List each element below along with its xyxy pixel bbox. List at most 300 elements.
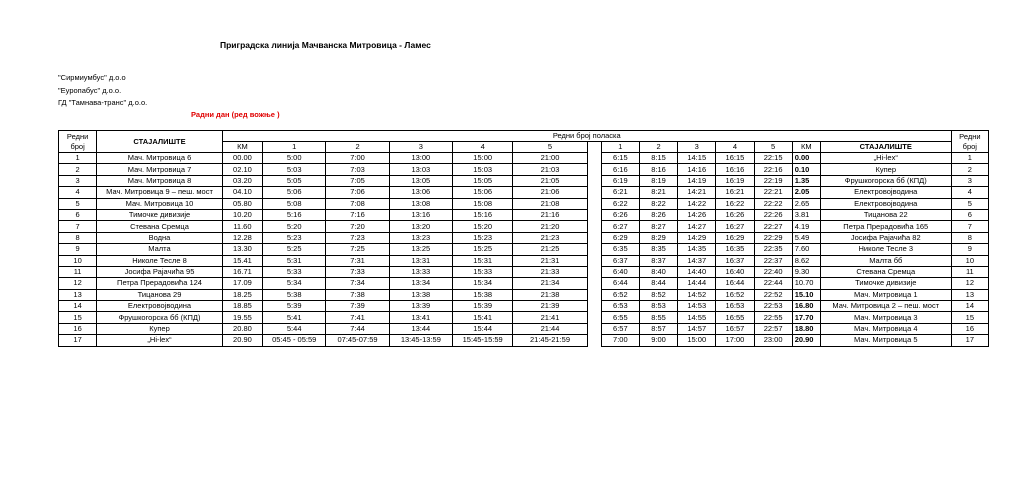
departure-time-return: 6:37 xyxy=(601,255,639,266)
table-row xyxy=(59,244,989,255)
departure-time-return: 14:37 xyxy=(678,255,716,266)
departure-time-outbound: 21:31 xyxy=(513,255,587,266)
departure-time-outbound: 15:41 xyxy=(453,312,513,323)
departure-time-outbound: 21:03 xyxy=(513,164,587,175)
departure-time-return: 22:37 xyxy=(754,255,792,266)
row-number: 3 xyxy=(59,175,97,186)
departure-time-outbound: 15:03 xyxy=(453,164,513,175)
departure-time-return: 15:00 xyxy=(678,335,716,346)
column-gap xyxy=(587,232,601,243)
departure-time-return: 22:35 xyxy=(754,244,792,255)
column-gap xyxy=(587,153,601,164)
header-dep-a: 5 xyxy=(513,142,587,153)
row-number-right: 3 xyxy=(951,175,988,186)
row-number-right: 2 xyxy=(951,164,988,175)
departure-time-outbound: 7:16 xyxy=(326,209,389,220)
departure-time-outbound: 13:44 xyxy=(389,323,452,334)
stop-name-outbound: Петра Прерадовића 124 xyxy=(97,278,223,289)
stop-name-outbound: Малта xyxy=(97,244,223,255)
row-number-right: 16 xyxy=(951,323,988,334)
column-gap xyxy=(587,164,601,175)
departure-time-return: 22:27 xyxy=(754,221,792,232)
header-dep-b: 3 xyxy=(678,142,716,153)
km-outbound: 20.80 xyxy=(222,323,262,334)
row-number: 14 xyxy=(59,301,97,312)
departure-time-outbound: 21:41 xyxy=(513,312,587,323)
column-gap xyxy=(587,301,601,312)
km-outbound: 11.60 xyxy=(222,221,262,232)
departure-time-return: 22:15 xyxy=(754,153,792,164)
stop-name-return: Мач. Митровица 1 xyxy=(820,289,951,300)
header-dep-b: 1 xyxy=(601,142,639,153)
stop-name-outbound: Јосифа Рајачића 95 xyxy=(97,266,223,277)
header-km-right: КМ xyxy=(792,142,820,153)
table-row xyxy=(59,198,989,209)
departure-time-return: 22:40 xyxy=(754,266,792,277)
stop-name-return: Малта бб xyxy=(820,255,951,266)
departure-time-outbound: 15:06 xyxy=(453,187,513,198)
departure-time-return: 22:16 xyxy=(754,164,792,175)
row-number-right: 17 xyxy=(951,335,988,346)
header-dep-b: 5 xyxy=(754,142,792,153)
departure-time-outbound: 5:31 xyxy=(263,255,326,266)
header-dep-a: 1 xyxy=(263,142,326,153)
row-number: 15 xyxy=(59,312,97,323)
departure-time-return: 8:29 xyxy=(639,232,677,243)
header-stop-right: СТАЈАЛИШТЕ xyxy=(820,142,951,153)
departure-time-outbound: 21:33 xyxy=(513,266,587,277)
header-km-left: КМ xyxy=(222,142,262,153)
row-number-right: 12 xyxy=(951,278,988,289)
departure-time-return: 14:26 xyxy=(678,209,716,220)
departure-time-outbound: 21:25 xyxy=(513,244,587,255)
schedule-type-label: Радни дан (ред вожње ) xyxy=(191,110,280,119)
km-outbound: 04.10 xyxy=(222,187,262,198)
stop-name-outbound: Мач. Митровица 8 xyxy=(97,175,223,186)
departure-time-outbound: 13:34 xyxy=(389,278,452,289)
departure-time-return: 16:35 xyxy=(716,244,754,255)
departure-time-return: 8:21 xyxy=(639,187,677,198)
departure-time-return: 6:57 xyxy=(601,323,639,334)
stop-name-outbound: „Hi-lex“ xyxy=(97,335,223,346)
table-row xyxy=(59,209,989,220)
km-return: 0.10 xyxy=(792,164,820,175)
column-gap xyxy=(587,198,601,209)
departure-time-return: 16:19 xyxy=(716,175,754,186)
departure-time-outbound: 15:08 xyxy=(453,198,513,209)
departure-time-outbound: 13:05 xyxy=(389,175,452,186)
departure-time-return: 14:15 xyxy=(678,153,716,164)
stop-name-return: Мач. Митровица 3 xyxy=(820,312,951,323)
row-number: 7 xyxy=(59,221,97,232)
departure-time-return: 14:35 xyxy=(678,244,716,255)
departure-time-return: 14:22 xyxy=(678,198,716,209)
stop-name-return: „Hi-lex“ xyxy=(820,153,951,164)
departure-time-return: 8:53 xyxy=(639,301,677,312)
km-return: 4.19 xyxy=(792,221,820,232)
departure-time-outbound: 15:44 xyxy=(453,323,513,334)
departure-time-outbound: 21:05 xyxy=(513,175,587,186)
km-return: 9.30 xyxy=(792,266,820,277)
departure-time-outbound: 13:33 xyxy=(389,266,452,277)
row-number-right: 1 xyxy=(951,153,988,164)
header-dep-b: 4 xyxy=(716,142,754,153)
departure-time-return: 6:55 xyxy=(601,312,639,323)
departure-time-return: 8:26 xyxy=(639,209,677,220)
departure-time-outbound: 21:06 xyxy=(513,187,587,198)
departure-time-outbound: 7:34 xyxy=(326,278,389,289)
departure-time-return: 16:40 xyxy=(716,266,754,277)
column-gap xyxy=(587,187,601,198)
table-row xyxy=(59,312,989,323)
table-row xyxy=(59,175,989,186)
row-number-right: 11 xyxy=(951,266,988,277)
departure-time-return: 22:22 xyxy=(754,198,792,209)
departure-time-outbound: 7:08 xyxy=(326,198,389,209)
column-gap xyxy=(587,312,601,323)
table-row xyxy=(59,187,989,198)
departure-time-outbound: 5:33 xyxy=(263,266,326,277)
km-return: 2.05 xyxy=(792,187,820,198)
stop-name-outbound: Електровојводина xyxy=(97,301,223,312)
row-number-right: 4 xyxy=(951,187,988,198)
departure-time-outbound: 15:00 xyxy=(453,153,513,164)
header-rb-left: Редни број xyxy=(59,131,97,153)
table-row xyxy=(59,153,989,164)
table-row xyxy=(59,266,989,277)
departure-time-outbound: 5:03 xyxy=(263,164,326,175)
stop-name-outbound: Тимочке дивизије xyxy=(97,209,223,220)
departure-time-outbound: 15:05 xyxy=(453,175,513,186)
departure-time-return: 8:55 xyxy=(639,312,677,323)
departure-time-return: 14:29 xyxy=(678,232,716,243)
departure-time-outbound: 7:05 xyxy=(326,175,389,186)
departure-time-outbound: 21:08 xyxy=(513,198,587,209)
header-dep-b: 2 xyxy=(639,142,677,153)
departure-time-outbound: 7:31 xyxy=(326,255,389,266)
departure-time-return: 14:55 xyxy=(678,312,716,323)
row-number: 5 xyxy=(59,198,97,209)
departure-time-outbound: 13:20 xyxy=(389,221,452,232)
departure-time-return: 14:53 xyxy=(678,301,716,312)
row-number: 8 xyxy=(59,232,97,243)
departure-time-outbound: 7:39 xyxy=(326,301,389,312)
departure-time-outbound: 5:44 xyxy=(263,323,326,334)
departure-time-outbound: 5:25 xyxy=(263,244,326,255)
departure-time-return: 6:19 xyxy=(601,175,639,186)
departure-time-outbound: 05:45 - 05:59 xyxy=(263,335,326,346)
departure-time-return: 14:16 xyxy=(678,164,716,175)
stop-name-return: Фрушкогорска бб (КПД) xyxy=(820,175,951,186)
stop-name-outbound: Стевана Сремца xyxy=(97,221,223,232)
km-outbound: 05.80 xyxy=(222,198,262,209)
departure-time-return: 6:53 xyxy=(601,301,639,312)
timetable xyxy=(58,130,989,347)
departure-time-return: 14:44 xyxy=(678,278,716,289)
departure-time-outbound: 13:38 xyxy=(389,289,452,300)
departure-time-return: 6:15 xyxy=(601,153,639,164)
departure-time-outbound: 7:25 xyxy=(326,244,389,255)
table-row xyxy=(59,323,989,334)
column-gap xyxy=(587,266,601,277)
departure-time-return: 22:57 xyxy=(754,323,792,334)
departure-time-return: 8:19 xyxy=(639,175,677,186)
departure-time-return: 6:27 xyxy=(601,221,639,232)
departure-time-outbound: 7:41 xyxy=(326,312,389,323)
departure-time-return: 8:37 xyxy=(639,255,677,266)
departure-time-return: 6:21 xyxy=(601,187,639,198)
column-gap xyxy=(587,209,601,220)
stop-name-outbound: Мач. Митровица 10 xyxy=(97,198,223,209)
departure-time-return: 6:22 xyxy=(601,198,639,209)
table-row xyxy=(59,221,989,232)
departure-time-outbound: 15:23 xyxy=(453,232,513,243)
table-row xyxy=(59,278,989,289)
km-return: 20.90 xyxy=(792,335,820,346)
row-number-right: 15 xyxy=(951,312,988,323)
km-return: 17.70 xyxy=(792,312,820,323)
header-stop-left: СТАЈАЛИШТЕ xyxy=(97,131,223,153)
departure-time-return: 14:40 xyxy=(678,266,716,277)
departure-time-outbound: 7:03 xyxy=(326,164,389,175)
stop-name-outbound: Купер xyxy=(97,323,223,334)
row-number: 13 xyxy=(59,289,97,300)
column-gap xyxy=(587,335,601,346)
table-row xyxy=(59,232,989,243)
departure-time-return: 16:53 xyxy=(716,301,754,312)
stop-name-return: Мач. Митровица 2 – пеш. мост xyxy=(820,301,951,312)
departure-time-outbound: 7:00 xyxy=(326,153,389,164)
km-return: 2.65 xyxy=(792,198,820,209)
departure-time-outbound: 5:34 xyxy=(263,278,326,289)
header-dep-a: 3 xyxy=(389,142,452,153)
departure-time-return: 8:44 xyxy=(639,278,677,289)
departure-time-return: 8:57 xyxy=(639,323,677,334)
km-outbound: 13.30 xyxy=(222,244,262,255)
column-gap xyxy=(587,255,601,266)
departure-time-outbound: 21:44 xyxy=(513,323,587,334)
departure-time-return: 16:27 xyxy=(716,221,754,232)
row-number: 6 xyxy=(59,209,97,220)
departure-time-return: 16:15 xyxy=(716,153,754,164)
departure-time-outbound: 21:38 xyxy=(513,289,587,300)
stop-name-return: Тимочке дивизије xyxy=(820,278,951,289)
km-return: 7.60 xyxy=(792,244,820,255)
departure-time-return: 14:19 xyxy=(678,175,716,186)
header-row xyxy=(59,131,989,142)
departure-time-return: 14:21 xyxy=(678,187,716,198)
departure-time-return: 8:40 xyxy=(639,266,677,277)
table-row xyxy=(59,164,989,175)
departure-time-return: 9:00 xyxy=(639,335,677,346)
row-number-right: 6 xyxy=(951,209,988,220)
departure-time-outbound: 7:33 xyxy=(326,266,389,277)
row-number-right: 10 xyxy=(951,255,988,266)
departure-time-outbound: 21:45-21:59 xyxy=(513,335,587,346)
departure-time-outbound: 21:16 xyxy=(513,209,587,220)
departure-time-outbound: 5:16 xyxy=(263,209,326,220)
km-outbound: 16.71 xyxy=(222,266,262,277)
header-departure-number: Редни број поласка xyxy=(222,131,951,142)
km-outbound: 20.90 xyxy=(222,335,262,346)
departure-time-return: 6:16 xyxy=(601,164,639,175)
stop-name-outbound: Николе Тесле 8 xyxy=(97,255,223,266)
departure-time-return: 22:55 xyxy=(754,312,792,323)
departure-time-return: 8:27 xyxy=(639,221,677,232)
row-number: 11 xyxy=(59,266,97,277)
column-gap xyxy=(587,244,601,255)
departure-time-return: 14:57 xyxy=(678,323,716,334)
table-row xyxy=(59,301,989,312)
departure-time-outbound: 15:45-15:59 xyxy=(453,335,513,346)
row-number: 9 xyxy=(59,244,97,255)
km-return: 8.62 xyxy=(792,255,820,266)
departure-time-return: 22:53 xyxy=(754,301,792,312)
table-row xyxy=(59,255,989,266)
departure-time-return: 6:44 xyxy=(601,278,639,289)
timetable-body xyxy=(59,153,989,347)
departure-time-return: 22:29 xyxy=(754,232,792,243)
departure-time-outbound: 5:06 xyxy=(263,187,326,198)
table-row xyxy=(59,289,989,300)
km-outbound: 15.41 xyxy=(222,255,262,266)
departure-time-return: 14:27 xyxy=(678,221,716,232)
km-outbound: 12.28 xyxy=(222,232,262,243)
departure-time-outbound: 13:41 xyxy=(389,312,452,323)
departure-time-outbound: 13:08 xyxy=(389,198,452,209)
departure-time-outbound: 13:03 xyxy=(389,164,452,175)
stop-name-return: Стевана Сремца xyxy=(820,266,951,277)
row-number-right: 7 xyxy=(951,221,988,232)
departure-time-outbound: 15:34 xyxy=(453,278,513,289)
departure-time-outbound: 21:00 xyxy=(513,153,587,164)
row-number: 2 xyxy=(59,164,97,175)
departure-time-return: 22:21 xyxy=(754,187,792,198)
row-number: 4 xyxy=(59,187,97,198)
departure-time-return: 16:21 xyxy=(716,187,754,198)
km-return: 18.80 xyxy=(792,323,820,334)
departure-time-outbound: 13:25 xyxy=(389,244,452,255)
departure-time-return: 16:55 xyxy=(716,312,754,323)
departure-time-return: 23:00 xyxy=(754,335,792,346)
km-outbound: 19.55 xyxy=(222,312,262,323)
column-gap xyxy=(587,289,601,300)
header-rb-right: Редни број xyxy=(951,131,988,153)
departure-time-outbound: 5:39 xyxy=(263,301,326,312)
departure-time-return: 6:52 xyxy=(601,289,639,300)
km-outbound: 02.10 xyxy=(222,164,262,175)
stop-name-return: Николе Тесле 3 xyxy=(820,244,951,255)
column-gap xyxy=(587,221,601,232)
departure-time-return: 8:15 xyxy=(639,153,677,164)
row-number-right: 9 xyxy=(951,244,988,255)
header-dep-a: 2 xyxy=(326,142,389,153)
departure-time-return: 16:29 xyxy=(716,232,754,243)
departure-time-outbound: 5:00 xyxy=(263,153,326,164)
departure-time-return: 16:22 xyxy=(716,198,754,209)
departure-time-outbound: 15:39 xyxy=(453,301,513,312)
row-number-right: 8 xyxy=(951,232,988,243)
stop-name-return: Јосифа Рајачића 82 xyxy=(820,232,951,243)
column-gap xyxy=(587,323,601,334)
row-number-right: 5 xyxy=(951,198,988,209)
departure-time-outbound: 07:45-07:59 xyxy=(326,335,389,346)
stop-name-return: Мач. Митровица 4 xyxy=(820,323,951,334)
departure-time-outbound: 13:06 xyxy=(389,187,452,198)
departure-time-return: 22:52 xyxy=(754,289,792,300)
row-number-right: 13 xyxy=(951,289,988,300)
stop-name-outbound: Мач. Митровица 7 xyxy=(97,164,223,175)
departure-time-outbound: 15:25 xyxy=(453,244,513,255)
departure-time-return: 8:22 xyxy=(639,198,677,209)
departure-time-outbound: 7:20 xyxy=(326,221,389,232)
company-name: "Еуропабус" д.о.о. xyxy=(58,85,122,95)
departure-time-outbound: 13:39 xyxy=(389,301,452,312)
departure-time-outbound: 21:23 xyxy=(513,232,587,243)
departure-time-outbound: 5:05 xyxy=(263,175,326,186)
departure-time-outbound: 21:34 xyxy=(513,278,587,289)
departure-time-outbound: 7:44 xyxy=(326,323,389,334)
departure-time-outbound: 13:23 xyxy=(389,232,452,243)
departure-time-outbound: 7:23 xyxy=(326,232,389,243)
departure-time-outbound: 21:20 xyxy=(513,221,587,232)
stop-name-outbound: Тицанова 29 xyxy=(97,289,223,300)
km-return: 16.80 xyxy=(792,301,820,312)
departure-time-return: 6:26 xyxy=(601,209,639,220)
stop-name-outbound: Мач. Митровица 9 – пеш. мост xyxy=(97,187,223,198)
page-title: Приградска линија Мачванска Митровица - Ламес xyxy=(220,40,431,50)
departure-time-return: 7:00 xyxy=(601,335,639,346)
row-number-right: 14 xyxy=(951,301,988,312)
departure-time-return: 16:44 xyxy=(716,278,754,289)
stop-name-outbound: Водна xyxy=(97,232,223,243)
departure-time-return: 16:57 xyxy=(716,323,754,334)
departure-time-outbound: 13:00 xyxy=(389,153,452,164)
stop-name-outbound: Мач. Митровица 6 xyxy=(97,153,223,164)
km-return: 10.70 xyxy=(792,278,820,289)
departure-time-return: 8:16 xyxy=(639,164,677,175)
departure-time-return: 16:52 xyxy=(716,289,754,300)
departure-time-return: 22:26 xyxy=(754,209,792,220)
departure-time-outbound: 5:08 xyxy=(263,198,326,209)
departure-time-outbound: 5:41 xyxy=(263,312,326,323)
departure-time-outbound: 15:38 xyxy=(453,289,513,300)
km-outbound: 18.85 xyxy=(222,301,262,312)
stop-name-return: Купер xyxy=(820,164,951,175)
departure-time-return: 14:52 xyxy=(678,289,716,300)
departure-time-return: 6:35 xyxy=(601,244,639,255)
departure-time-outbound: 5:23 xyxy=(263,232,326,243)
departure-time-outbound: 15:33 xyxy=(453,266,513,277)
km-return: 0.00 xyxy=(792,153,820,164)
stop-name-return: Мач. Митровица 5 xyxy=(820,335,951,346)
row-number: 1 xyxy=(59,153,97,164)
km-outbound: 18.25 xyxy=(222,289,262,300)
departure-time-outbound: 7:38 xyxy=(326,289,389,300)
departure-time-outbound: 15:20 xyxy=(453,221,513,232)
departure-time-return: 16:26 xyxy=(716,209,754,220)
departure-time-return: 16:37 xyxy=(716,255,754,266)
departure-time-outbound: 13:45-13:59 xyxy=(389,335,452,346)
departure-time-outbound: 13:31 xyxy=(389,255,452,266)
column-gap xyxy=(587,278,601,289)
row-number: 10 xyxy=(59,255,97,266)
departure-time-return: 6:29 xyxy=(601,232,639,243)
km-outbound: 17.09 xyxy=(222,278,262,289)
km-outbound: 03.20 xyxy=(222,175,262,186)
departure-time-return: 16:16 xyxy=(716,164,754,175)
departure-time-return: 8:35 xyxy=(639,244,677,255)
